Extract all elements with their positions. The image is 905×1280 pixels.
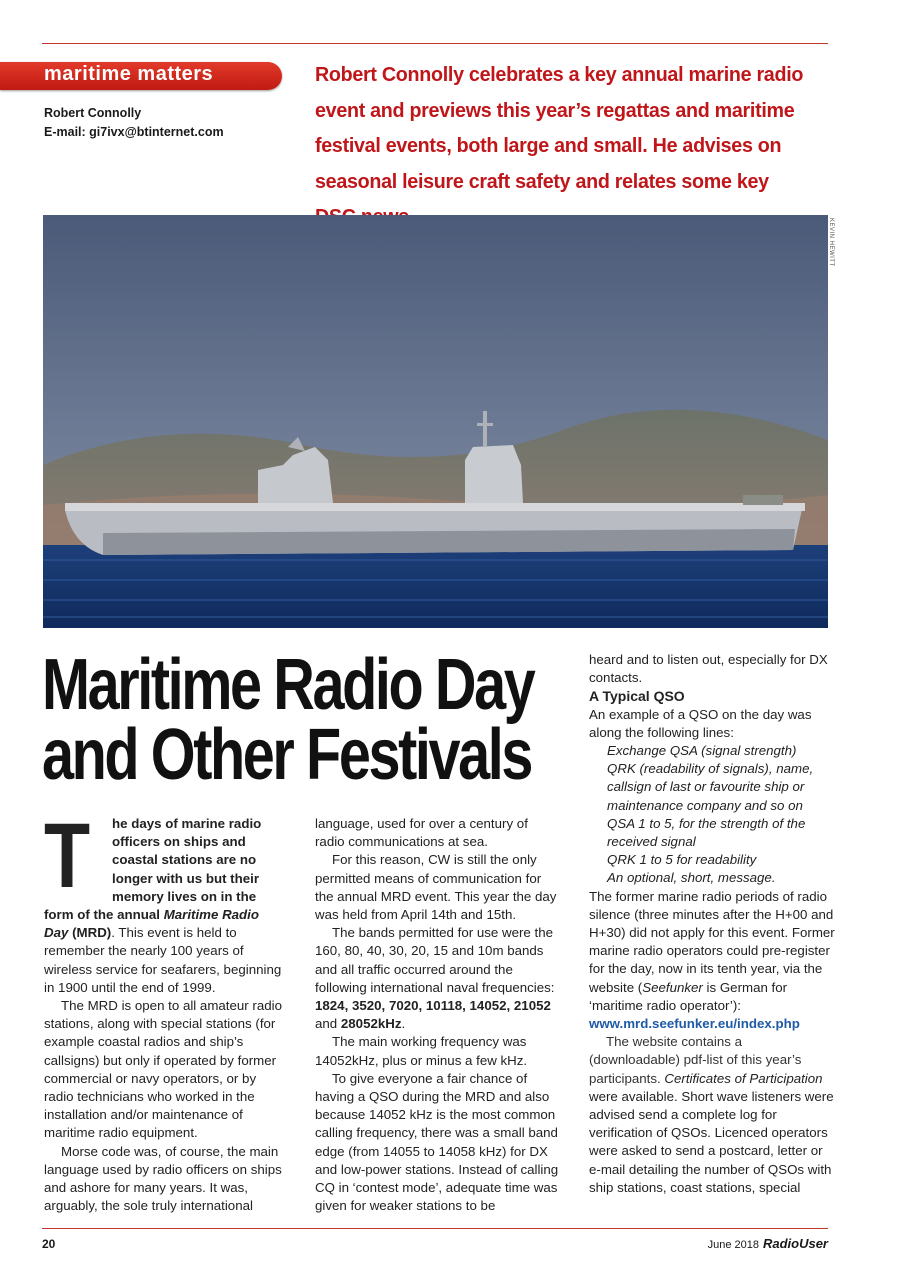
paragraph: Morse code was, of course, the main language used by radio officers on ships and ashore for many years. It was, arguably, the sole truly international bbox=[44, 1143, 282, 1214]
certificates: Certificates of Participation bbox=[664, 1070, 823, 1086]
qso-item: QRK (readability of signals), name, callsign of last or favourite ship or maintenance company and so on bbox=[607, 761, 814, 813]
author-name: Robert Connolly bbox=[44, 106, 142, 120]
paragraph: language, used for over a century of radio communications at sea. bbox=[315, 816, 528, 850]
author-email: E-mail: gi7ivx@btinternet.com bbox=[44, 125, 224, 139]
period: . bbox=[401, 1016, 406, 1032]
qso-item: QRK 1 to 5 for readability bbox=[607, 852, 757, 868]
qso-item: Exchange QSA (signal strength) bbox=[607, 743, 797, 759]
headline-line-2: and Other Festivals bbox=[42, 715, 531, 795]
paragraph: The main working frequency was 14052kHz, plus or minus a few kHz. bbox=[315, 1034, 528, 1068]
section-label: maritime matters bbox=[44, 63, 214, 85]
certificates-rest: were available. Short wave listeners were advised send a complete log for verification of QSOs. Licenced operators were asked to send a postcard, letter or e-mail detailing the number of QSOs with ship stations, coast stations, special bbox=[589, 1088, 834, 1195]
section-tab bbox=[0, 62, 282, 90]
top-rule bbox=[42, 43, 828, 44]
paragraph: For this reason, CW is still the only permitted means of communication for the annual MRD event. This year the day was held from April 14th and 15th. bbox=[315, 852, 557, 923]
footer-issue bbox=[708, 1236, 828, 1251]
paragraph: The MRD is open to all amateur radio stations, along with special stations (for example coastal radios and ship’s callsigns) but only if operated by former commercial or navy operators, or by radio technicians who worked in the installation and/or maintenance of maritime radio equipment. bbox=[44, 998, 282, 1141]
paragraph: heard and to listen out, especially for DX contacts. bbox=[589, 652, 828, 686]
headline bbox=[42, 645, 534, 795]
website-text: The website contains a (downloadable) pdf-list of this year’s participants. bbox=[589, 1034, 802, 1086]
page-number: 20 bbox=[42, 1237, 56, 1251]
magazine-name: RadioUser bbox=[762, 1236, 828, 1251]
mrd-name: Maritime Radio Day bbox=[44, 907, 259, 941]
headline-line-1: Maritime Radio Day bbox=[42, 645, 534, 725]
mrd-abbrev: (MRD) bbox=[68, 925, 112, 941]
carrier-illustration bbox=[43, 215, 828, 628]
column-1 bbox=[44, 805, 284, 1215]
frequency-last: 28052kHz bbox=[340, 1016, 402, 1032]
qso-item: QSA 1 to 5, for the strength of the received signal bbox=[607, 815, 806, 850]
frequency-list: 1824, 3520, 7020, 10118, 14052, 21052 bbox=[315, 998, 551, 1014]
paragraph bbox=[589, 888, 835, 1015]
standfirst: Robert Connolly celebrates a key annual marine radio event and previews this year’s regattas and maritime festival events, both large and small. He advises on seasonal leisure craft safety and relates some key bbox=[315, 63, 804, 193]
subhead: A Typical QSO bbox=[589, 688, 685, 705]
drop-cap: T bbox=[44, 805, 91, 907]
column-3 bbox=[589, 651, 835, 1197]
website-link[interactable]: www.mrd.seefunker.eu/index.php bbox=[589, 1016, 800, 1032]
bottom-rule bbox=[42, 1228, 828, 1229]
paragraph bbox=[589, 1033, 835, 1197]
carrier-photo bbox=[43, 215, 828, 628]
qso-item: An optional, short, message. bbox=[607, 870, 776, 886]
seefunker-meaning: is German for ‘maritime radio operator’): bbox=[589, 979, 788, 1013]
issue-date: June 2018 bbox=[707, 1239, 759, 1251]
photo-credit: KEVIN HEWITT bbox=[828, 218, 834, 267]
column-2 bbox=[315, 815, 559, 1215]
paragraph: To give everyone a fair chance of having a QSO during the MRD and also because 14052 kHz is the most common calling frequency, there was a small band edge (from 14055 to 14058 kHz) for DX and low-power stations. Instead of calling CQ in ‘contest mode’, adequate time was given for weaker stations to be bbox=[315, 1070, 559, 1214]
paragraph: An example of a QSO on the day was along the following lines: bbox=[589, 706, 812, 740]
author-block bbox=[44, 104, 224, 142]
paragraph bbox=[315, 924, 559, 1033]
intro-paragraph bbox=[44, 805, 284, 997]
silence-text: The former marine radio periods of radio silence (three minutes after the H+00 and H+30) did not apply for this event. Former marine radio operators could pre-register for the day, now in its tenth year, via the website ( bbox=[589, 888, 835, 995]
and-text: and bbox=[315, 1016, 341, 1032]
intro-rest: . This event is held to remember the nearly 100 years of wireless service for seafarers, beginning in 1900 until the end of 1999. bbox=[44, 925, 282, 995]
seefunker-word: Seefunker bbox=[642, 979, 703, 995]
lead-text: he days of marine radio officers on ships and coastal stations are no longer with us but their memory lives on in the form of the annual bbox=[44, 816, 262, 923]
bands-text: The bands permitted for use were the 160, 80, 40, 30, 20, 15 and 10m bands and all traffic occurred around the following international naval frequencies: bbox=[315, 925, 555, 995]
